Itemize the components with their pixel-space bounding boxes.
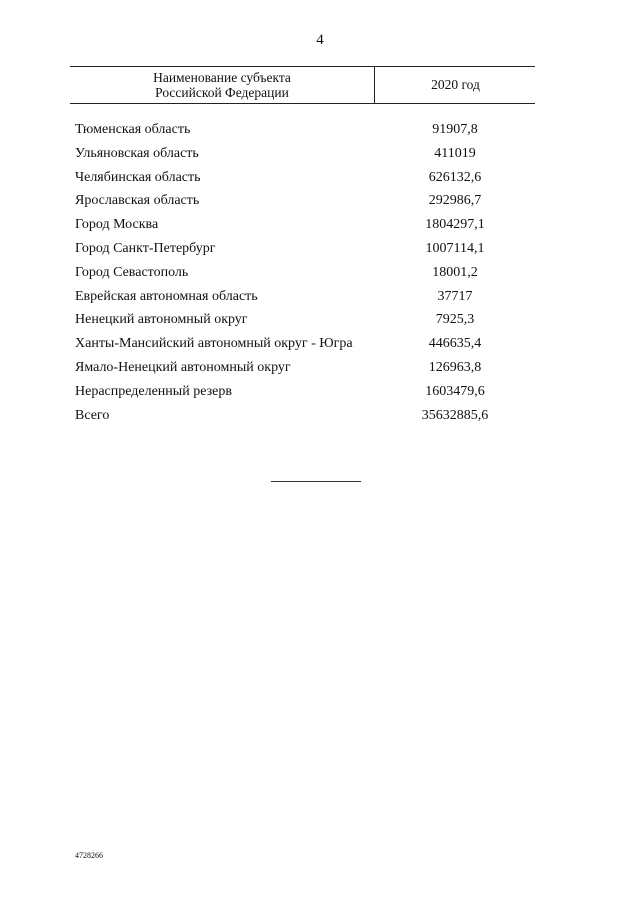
row-value: 446635,4	[428, 336, 482, 352]
table-body	[75, 118, 535, 427]
row-subject-name: Ульяновская область	[75, 145, 199, 161]
table-row	[75, 118, 535, 142]
row-subject-name: Ярославская область	[75, 193, 200, 209]
table-row	[75, 332, 535, 356]
row-value: 126963,8	[428, 359, 482, 375]
table-row	[75, 237, 535, 261]
table-row	[75, 142, 535, 166]
row-subject-name: Еврейская автономная область	[75, 288, 258, 304]
table-row	[75, 356, 535, 380]
table-row	[75, 285, 535, 309]
row-value: 35632885,6	[421, 407, 489, 423]
table-row	[75, 261, 535, 285]
header-year: 2020 год	[431, 77, 480, 92]
row-value: 7925,3	[435, 312, 475, 328]
row-subject-name: Нераспределенный резерв	[75, 383, 232, 399]
row-subject-name: Ямало-Ненецкий автономный округ	[75, 359, 291, 375]
end-of-table-divider	[271, 481, 361, 482]
row-subject-name: Ненецкий автономный округ	[75, 312, 248, 328]
row-value: 18001,2	[432, 264, 478, 280]
header-subject-name	[70, 67, 375, 103]
row-subject-name: Тюменская область	[75, 122, 191, 137]
table-row	[75, 380, 535, 404]
table-row	[75, 213, 535, 237]
page-number: 4	[316, 32, 324, 48]
row-value: 411019	[434, 145, 476, 161]
table-row	[75, 189, 535, 213]
table-row-total	[75, 404, 535, 428]
document-id: 4728266	[75, 851, 103, 860]
table-header	[70, 66, 535, 104]
header-subject-name-line2: Российской Федерации	[155, 85, 289, 100]
table-row	[75, 308, 535, 332]
header-subject-name-line1: Наименование субъекта	[153, 70, 291, 85]
row-value: 37717	[437, 288, 473, 304]
row-value: 292986,7	[428, 193, 482, 209]
row-subject-name: Город Москва	[75, 217, 159, 233]
row-subject-name: Челябинская область	[75, 169, 201, 185]
row-subject-name: Город Санкт-Петербург	[75, 240, 216, 256]
row-value: 626132,6	[428, 169, 482, 185]
row-subject-name: Ханты-Мансийский автономный округ - Югра	[75, 336, 353, 352]
row-subject-name: Всего	[75, 407, 110, 423]
row-value: 1007114,1	[425, 240, 485, 256]
row-value: 1603479,6	[425, 383, 485, 399]
row-value: 1804297,1	[425, 217, 485, 233]
table-row	[75, 166, 535, 190]
row-subject-name: Город Севастополь	[75, 264, 189, 280]
row-value: 91907,8	[432, 122, 478, 137]
